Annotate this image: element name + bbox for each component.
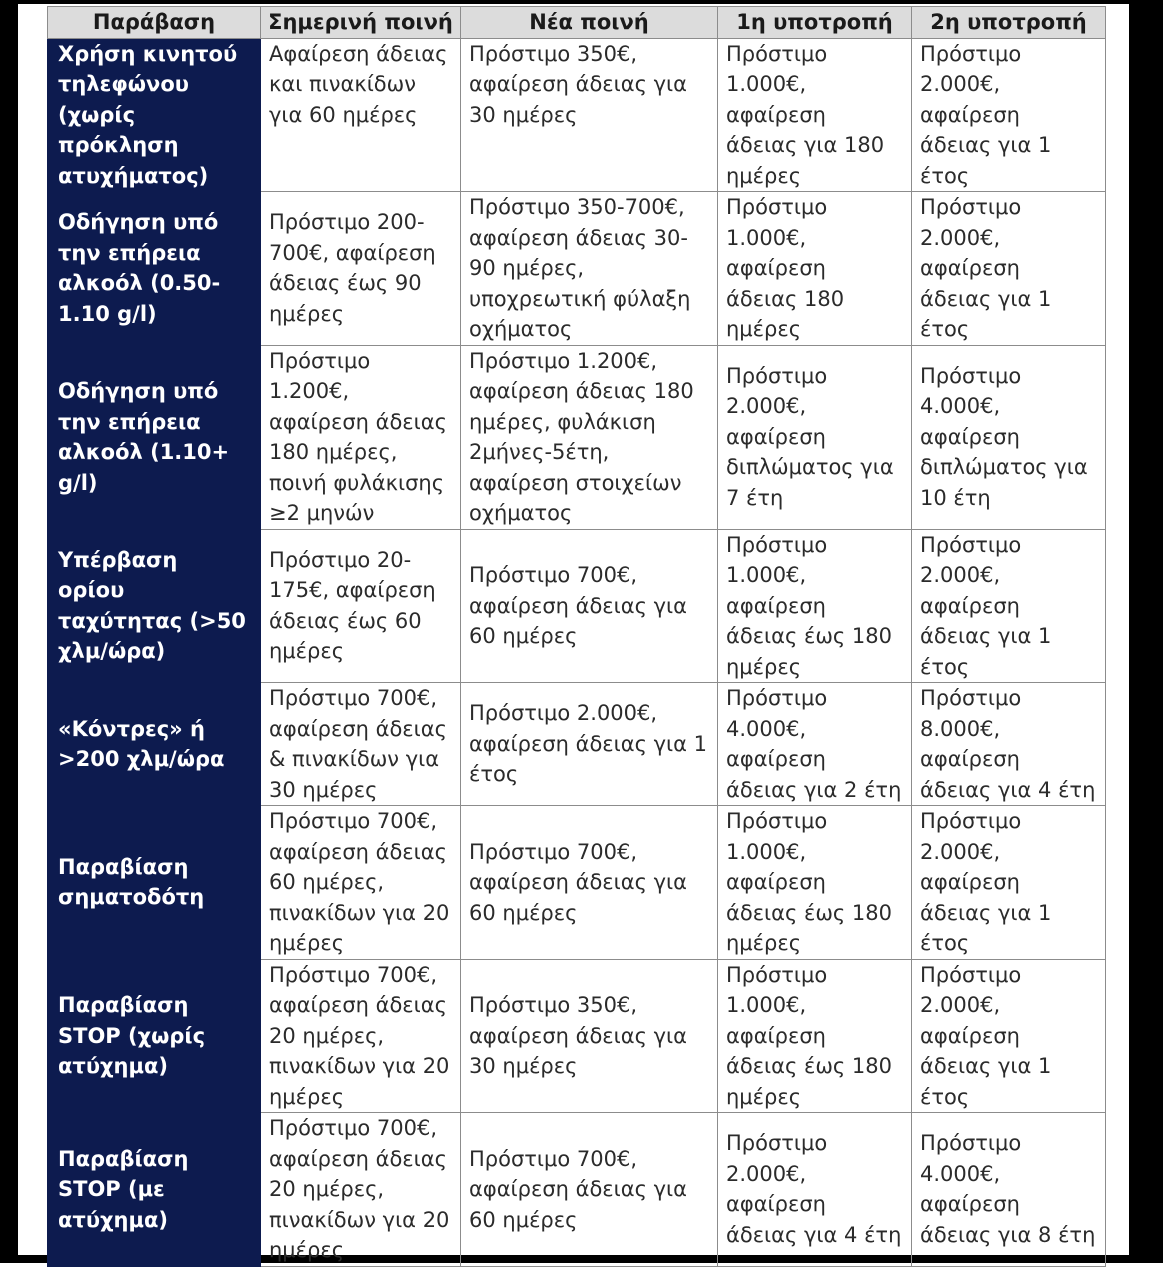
table-row xyxy=(48,345,1106,529)
second-recurrence-cell: Πρόστιμο 8.000€, αφαίρεση άδειας για 4 έτη xyxy=(912,683,1106,806)
new-penalty-cell: Πρόστιμο 350-700€, αφαίρεση άδειας 30-90 ημέρες, υποχρεωτική φύλαξη οχήματος xyxy=(461,192,718,346)
table-row xyxy=(48,529,1106,683)
first-recurrence-cell: Πρόστιμο 1.000€, αφαίρεση άδειας για 180 ημέρες xyxy=(718,38,912,192)
current-penalty-cell: Πρόστιμο 200-700€, αφαίρεση άδειας έως 90 ημέρες xyxy=(261,192,461,346)
table-row xyxy=(48,683,1106,806)
second-recurrence-cell: Πρόστιμο 2.000€, αφαίρεση άδειας για 1 έτος xyxy=(912,959,1106,1113)
new-penalty-cell: Πρόστιμο 700€, αφαίρεση άδειας για 60 ημέρες xyxy=(461,806,718,960)
table-body xyxy=(48,38,1106,1266)
screen-border-top xyxy=(0,0,1163,4)
first-recurrence-cell: Πρόστιμο 1.000€, αφαίρεση άδειας έως 180 ημέρες xyxy=(718,959,912,1113)
new-penalty-cell: Πρόστιμο 2.000€, αφαίρεση άδειας για 1 έτος xyxy=(461,683,718,806)
current-penalty-cell: Πρόστιμο 700€, αφαίρεση άδειας 20 ημέρες, πινακίδων για 20 ημέρες xyxy=(261,1113,461,1267)
table-row xyxy=(48,806,1106,960)
screen-border-left xyxy=(0,0,18,1263)
new-penalty-cell: Πρόστιμο 700€, αφαίρεση άδειας για 60 ημέρες xyxy=(461,1113,718,1267)
current-penalty-cell: Πρόστιμο 700€, αφαίρεση άδειας & πινακίδων για 30 ημέρες xyxy=(261,683,461,806)
new-penalty-cell: Πρόστιμο 350€, αφαίρεση άδειας για 30 ημέρες xyxy=(461,38,718,192)
violation-cell: Οδήγηση υπό την επήρεια αλκοόλ (0.50-1.10 g/l) xyxy=(48,192,261,346)
screen-border-right xyxy=(1129,0,1163,1263)
second-recurrence-cell: Πρόστιμο 2.000€, αφαίρεση άδειας για 1 έτος xyxy=(912,192,1106,346)
header-row xyxy=(48,7,1106,39)
second-recurrence-cell: Πρόστιμο 2.000€, αφαίρεση άδειας για 1 έτος xyxy=(912,529,1106,683)
table-row xyxy=(48,959,1106,1113)
first-recurrence-cell: Πρόστιμο 4.000€, αφαίρεση άδειας για 2 έτη xyxy=(718,683,912,806)
header-first-recurrence: 1η υποτροπή xyxy=(718,7,912,39)
table-row xyxy=(48,1113,1106,1267)
second-recurrence-cell: Πρόστιμο 4.000€, αφαίρεση άδειας για 8 έτη xyxy=(912,1113,1106,1267)
first-recurrence-cell: Πρόστιμο 2.000€, αφαίρεση άδειας για 4 έτη xyxy=(718,1113,912,1267)
current-penalty-cell: Πρόστιμο 700€, αφαίρεση άδειας 20 ημέρες, πινακίδων για 20 ημέρες xyxy=(261,959,461,1113)
current-penalty-cell: Πρόστιμο 20-175€, αφαίρεση άδειας έως 60 ημέρες xyxy=(261,529,461,683)
first-recurrence-cell: Πρόστιμο 1.000€, αφαίρεση άδειας έως 180 ημέρες xyxy=(718,529,912,683)
header-second-recurrence: 2η υποτροπή xyxy=(912,7,1106,39)
table-row xyxy=(48,192,1106,346)
violation-cell: Χρήση κινητού τηλεφώνου (χωρίς πρόκληση ατυχήματος) xyxy=(48,38,261,192)
first-recurrence-cell: Πρόστιμο 1.000€, αφαίρεση άδειας έως 180 ημέρες xyxy=(718,806,912,960)
table-header xyxy=(48,7,1106,39)
violation-cell: «Κόντρες» ή >200 χλμ/ώρα xyxy=(48,683,261,806)
new-penalty-cell: Πρόστιμο 350€, αφαίρεση άδειας για 30 ημέρες xyxy=(461,959,718,1113)
violation-cell: Οδήγηση υπό την επήρεια αλκοόλ (1.10+ g/l) xyxy=(48,345,261,529)
new-penalty-cell: Πρόστιμο 700€, αφαίρεση άδειας για 60 ημέρες xyxy=(461,529,718,683)
penalties-table xyxy=(47,6,1106,1267)
current-penalty-cell: Πρόστιμο 1.200€, αφαίρεση άδειας 180 ημέρες, ποινή φυλάκισης ≥2 μηνών xyxy=(261,345,461,529)
violation-cell: Παραβίαση σηματοδότη xyxy=(48,806,261,960)
violation-cell: Υπέρβαση ορίου ταχύτητας (>50 χλμ/ώρα) xyxy=(48,529,261,683)
first-recurrence-cell: Πρόστιμο 2.000€, αφαίρεση διπλώματος για 7 έτη xyxy=(718,345,912,529)
current-penalty-cell: Πρόστιμο 700€, αφαίρεση άδειας 60 ημέρες, πινακίδων για 20 ημέρες xyxy=(261,806,461,960)
violation-cell: Παραβίαση STOP (χωρίς ατύχημα) xyxy=(48,959,261,1113)
header-current-penalty: Σημερινή ποινή xyxy=(261,7,461,39)
new-penalty-cell: Πρόστιμο 1.200€, αφαίρεση άδειας 180 ημέρες, φυλάκιση 2μήνες-5έτη, αφαίρεση στοιχείων οχήματος xyxy=(461,345,718,529)
header-violation: Παράβαση xyxy=(48,7,261,39)
table-row xyxy=(48,38,1106,192)
second-recurrence-cell: Πρόστιμο 2.000€, αφαίρεση άδειας για 1 έτος xyxy=(912,806,1106,960)
header-new-penalty: Νέα ποινή xyxy=(461,7,718,39)
current-penalty-cell: Αφαίρεση άδειας και πινακίδων για 60 ημέρες xyxy=(261,38,461,192)
first-recurrence-cell: Πρόστιμο 1.000€, αφαίρεση άδειας 180 ημέρες xyxy=(718,192,912,346)
second-recurrence-cell: Πρόστιμο 4.000€, αφαίρεση διπλώματος για 10 έτη xyxy=(912,345,1106,529)
violation-cell: Παραβίαση STOP (με ατύχημα) xyxy=(48,1113,261,1267)
second-recurrence-cell: Πρόστιμο 2.000€, αφαίρεση άδειας για 1 έτος xyxy=(912,38,1106,192)
